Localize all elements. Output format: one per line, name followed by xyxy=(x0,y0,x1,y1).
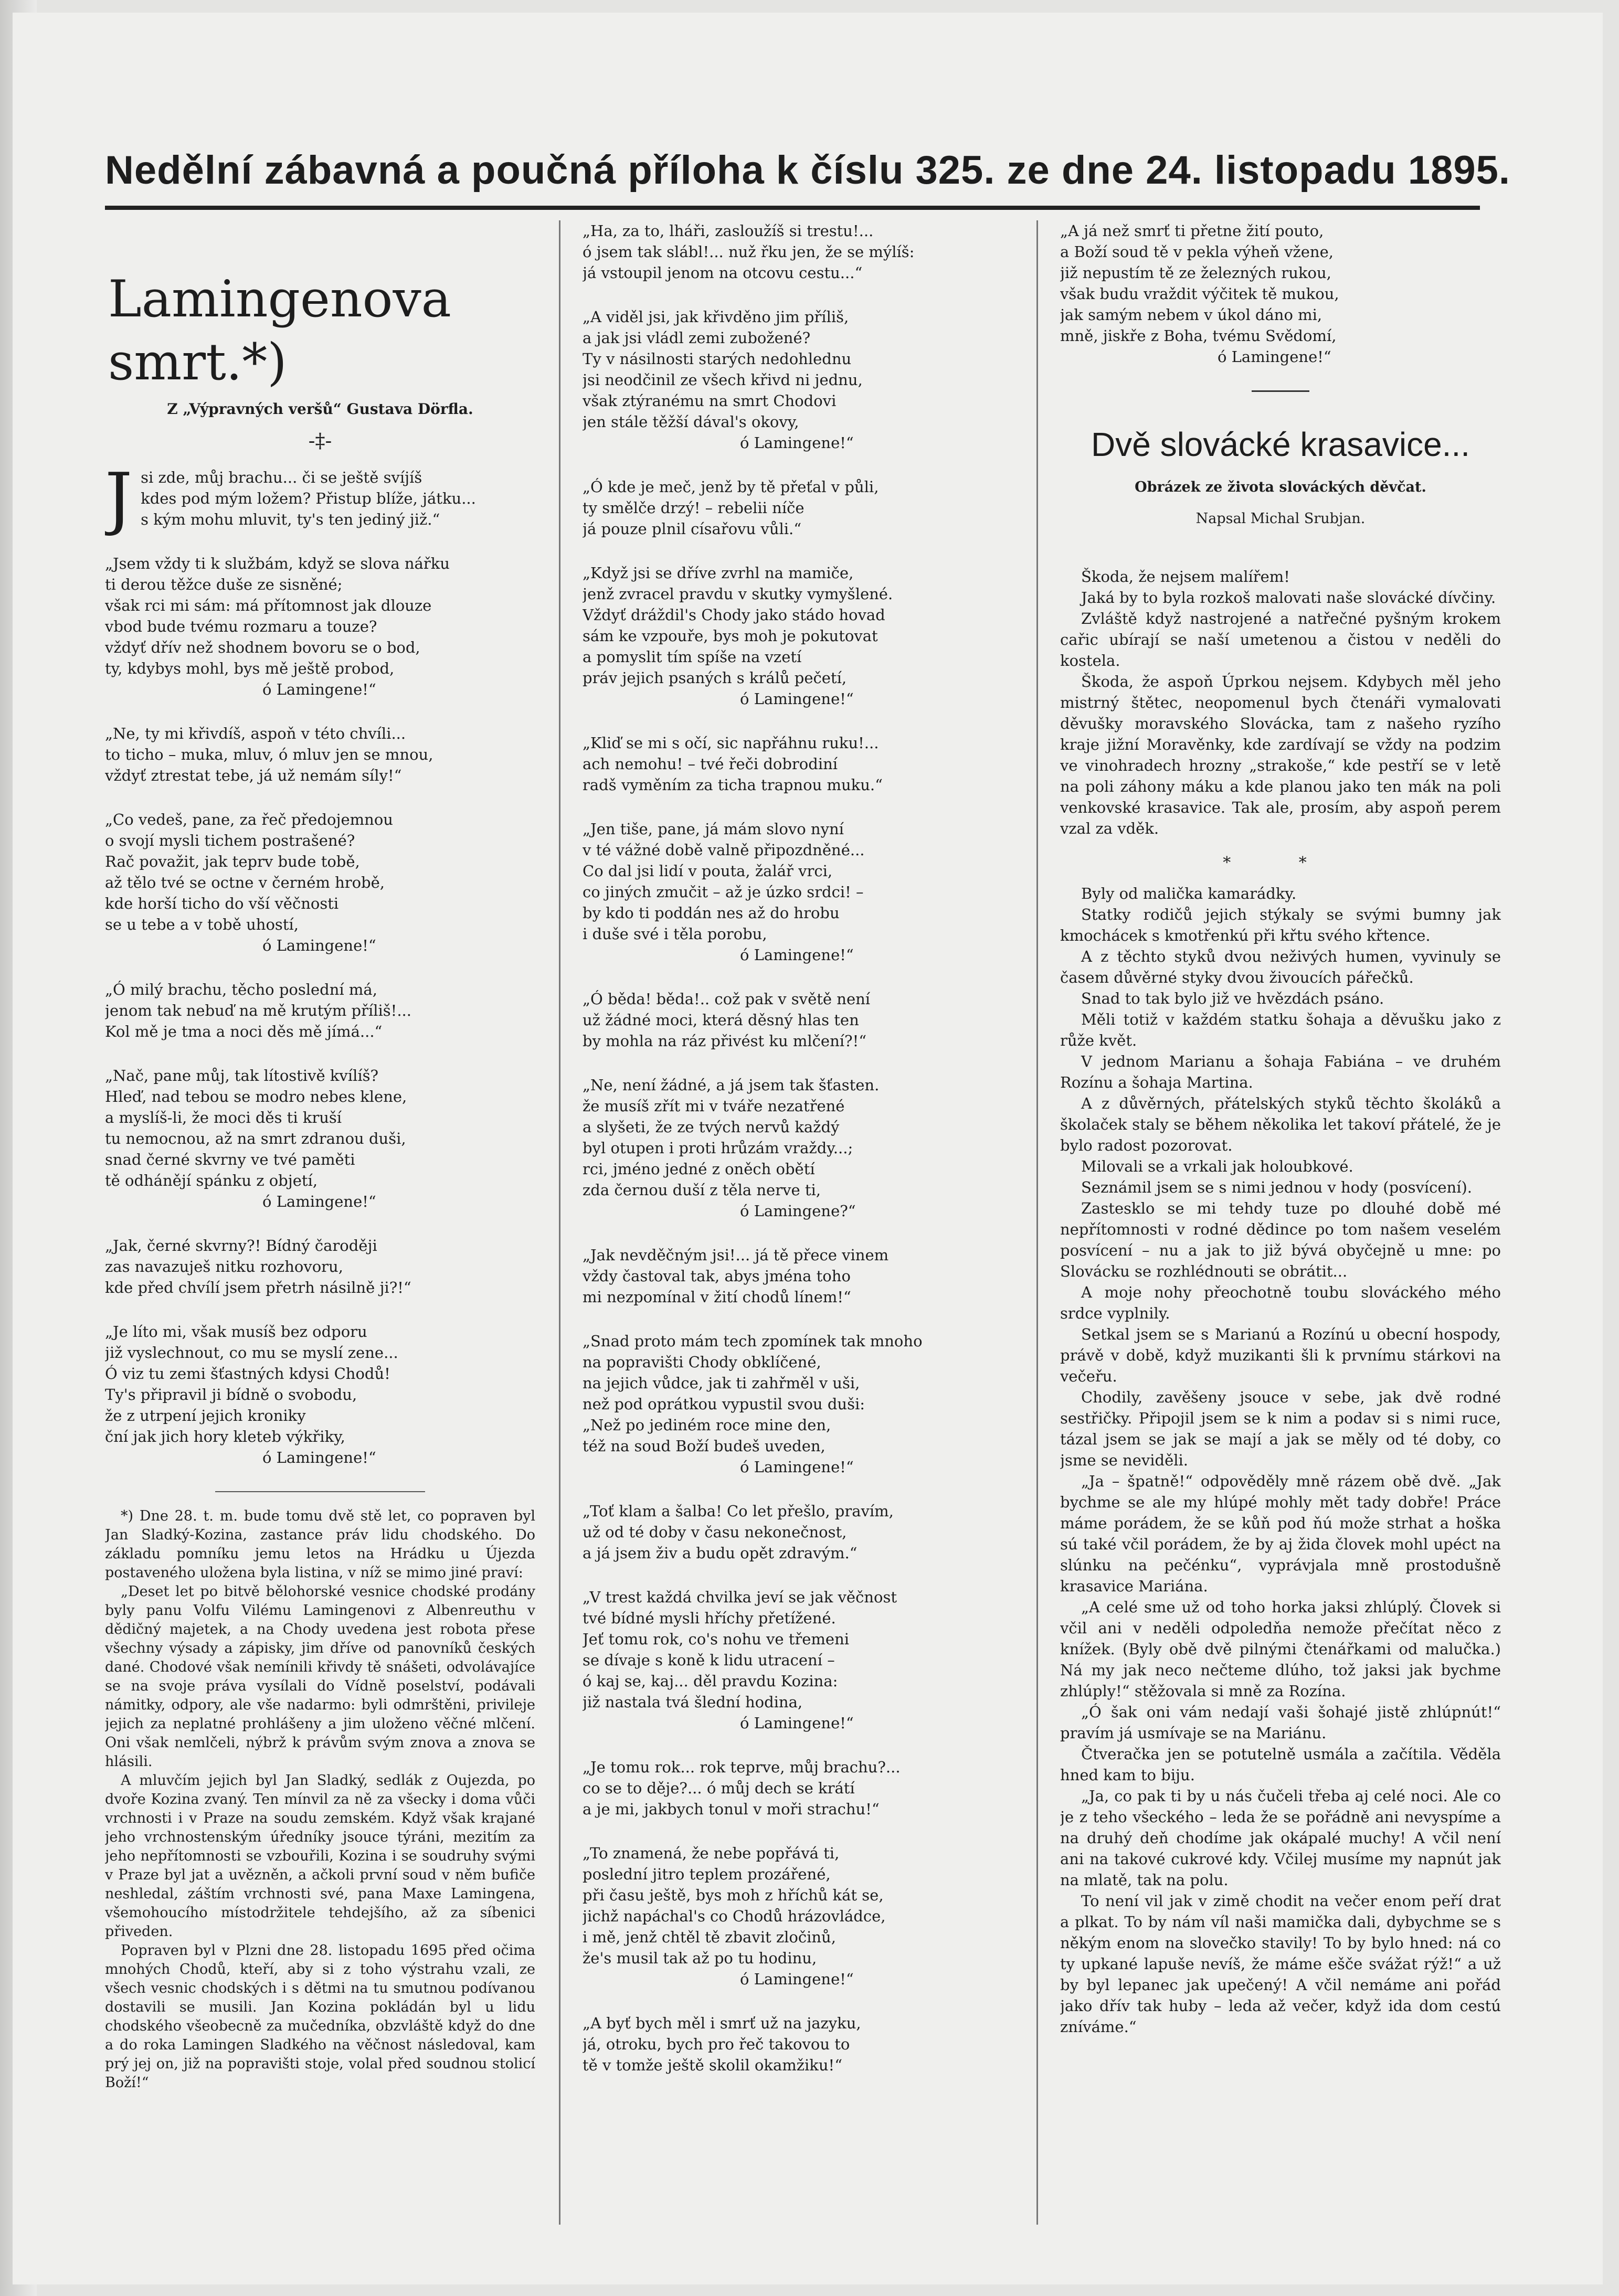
verse-line: jak samým nebem v úkol dáno mi, xyxy=(1060,306,1322,324)
story-paragraph: Milovali se a vrkali jak holoubkové. xyxy=(1081,1157,1353,1175)
story-paragraph: Setkal jsem se s Marianú a Rozínú u obecní hospody, právě v době, když muzikanti šli k prvnímu stárkovi na večeřu. xyxy=(1060,1325,1501,1385)
story-paragraph: To není vil jak v zimě chodit na večer enom peří drat a plkat. To by nám víl naši mamička dali, dybychme se s někým enom na slovečko stavily! To by bylo hned: ná co ty upkané lapuše nevíš, že máme ešče svážat rýž!“ a už by byl lepanec jak upečený! A včil nemáme ani pořád jako dřív tak huby – leda až večer, když ida dom cestú zníváme.“ xyxy=(1060,1892,1501,2036)
verse-line: „Kliď se mi s očí, sic napřáhnu ruku!... xyxy=(583,734,879,752)
verse-line: tu nemocnou, až na smrt zdranou duši, xyxy=(105,1130,406,1147)
stanza xyxy=(105,979,535,1042)
stanza xyxy=(583,819,1018,965)
verse-line: Vždyť dráždil's Chody jako stádo hovad xyxy=(583,606,885,624)
verse-line: poslední jitro teplem prozářené, xyxy=(583,1865,831,1883)
verse-line: snad černé skvrny ve tvé paměti xyxy=(105,1151,355,1168)
verse-line: já, otroku, bych pro řeč takovou to xyxy=(583,2035,850,2053)
verse-line: již nepustím tě ze železných rukou, xyxy=(1060,264,1331,282)
verse-line: „Než po jediném roce mine den, xyxy=(583,1416,831,1434)
verse-line: jichž napáchal's co Chodů hrázovládce, xyxy=(583,1907,886,1925)
verse-line: „Je líto mi, však musíš bez odporu xyxy=(105,1323,367,1341)
refrain-line: ó Lamingene!“ xyxy=(262,1449,376,1466)
story-paragraph: V jednom Marianu a šohaja Fabiána – ve druhém Rozínu a šohaja Martina. xyxy=(1060,1053,1501,1091)
story-paragraph: „Ó šak oni vám nedají vaši šohajé jistě zhlúpnút!“ pravím já usmívaje se na Mariánu. xyxy=(1060,1703,1501,1742)
stanza xyxy=(105,723,535,786)
story-paragraph: Chodily, zavěšeny jsouce v sebe, jak dvě rodné sestřičky. Připojil jsem se k nim a podav si s nimi ruce, tázal jsem se jak se mají a jak se měly od té doby, co jsme se neviděli. xyxy=(1060,1388,1501,1469)
stanza xyxy=(105,1235,535,1298)
verse-line: „Je tomu rok... rok teprve, můj brachu?... xyxy=(583,1758,901,1776)
verse-line: „Ha, za to, lháři, zasloužíš si trestu!... xyxy=(583,222,874,240)
stanza xyxy=(583,988,1018,1051)
verse-line: Rač považit, jak teprv bude tobě, xyxy=(105,853,360,870)
story-paragraph: Statky rodičů jejich stýkaly se svými bumny jak kmochácek s kmotřenkú při křtu svého křtence. xyxy=(1060,906,1501,944)
stanza xyxy=(583,732,1018,795)
verse-line: Ty's připravil ji bídně o svobodu, xyxy=(105,1386,357,1404)
verse-line: „Jak nevděčným jsi!... já tě přece vinem xyxy=(583,1246,889,1264)
story-paragraph: Škoda, že nejsem malířem! xyxy=(1081,568,1290,586)
verse-line: Hleď, nad tebou se modro nebes klene, xyxy=(105,1088,407,1106)
stanza xyxy=(583,562,1018,709)
verse-line: ti derou těžce duše ze sisněné; xyxy=(105,576,343,593)
verse-line: kde před chvílí jsem přetrh násilně ji?!“ xyxy=(105,1279,411,1296)
verse-line: Jeť tomu rok, co's nohu ve třemeni xyxy=(583,1630,850,1648)
verse-line: Ó viz tu zemi šťastných kdysi Chodů! xyxy=(105,1365,390,1383)
verse-line: „A viděl jsi, jak křivděno jim příliš, xyxy=(583,308,849,326)
verse-line: Ty v násilnosti starých nedohlednu xyxy=(583,350,852,368)
story-subtitle: Obrázek ze života slováckých děvčat. xyxy=(1135,479,1426,495)
story-title: Dvě slovácké krasavice... xyxy=(1091,426,1470,463)
footnote-paragraph: „Deset let po bitvě bělohorské vesnice chodské prodány byly panu Volfu Vilému Lamingenovi z Albenreuthu v dědičný majetek, a na Chody uvedena jest robota přese všechny výsady a zápisky, jim dříve od panovníků českých dané. Chodové však nemínili křivdy tě snášeti, odvolávajíce se na svoje práva vysílali do Vídně poselství, podávali námitky, odpory, ale vše nadarmo: byli odmrštěni, privileje jejich za neplatné prohlášeny a jim uloženo věčné mlčení. Oni však nemlčeli, nýbrž k právům svým znova a znova se hlásili. xyxy=(105,1583,535,1770)
poem-stanzas-col1 xyxy=(105,458,535,1468)
verse-line: zas navazuješ nitku rozhovoru, xyxy=(105,1258,343,1275)
stanza xyxy=(105,553,535,700)
verse-line: jenom tak nebuď na mě krutým příliš!... xyxy=(105,1002,411,1019)
column-1 xyxy=(105,220,535,2235)
verse-line: by mohla na ráz přivést ku mlčení?!“ xyxy=(583,1032,867,1050)
verse-line: „Ó kde je meč, jenž by tě přeťal v půli, xyxy=(583,478,879,496)
verse-line: ó kaj se, kaj... děl pravdu Kozina: xyxy=(583,1672,838,1690)
verse-line: s kým mohu mluvit, ty's ten jediný již.“ xyxy=(141,511,440,528)
footnote-separator xyxy=(215,1491,425,1492)
stanza xyxy=(583,1587,1018,1734)
ornament: -‡- xyxy=(308,429,332,452)
verse-line: i mě, jenž chtěl tě zbavit zločinů, xyxy=(583,1928,836,1946)
verse-line: tě odhánějí spánku z objetí, xyxy=(105,1172,318,1189)
masthead-rule xyxy=(105,206,1480,210)
verse-line: mně, jiskře z Boha, tvému Svědomí, xyxy=(1060,327,1337,345)
verse-line: „A byť bych měl i smrť už na jazyku, xyxy=(583,2014,861,2032)
verse-line: však ztýranému na smrt Chodovi xyxy=(583,392,837,410)
refrain-line: ó Lamingene!“ xyxy=(262,681,376,698)
verse-line: sám ke vzpouře, bys moh je pokutovat xyxy=(583,627,878,645)
verse-line: „V trest každá chvilka jeví se jak věčnost xyxy=(583,1588,897,1606)
verse-line: „Toť klam a šalba! Co let přešlo, pravím, xyxy=(583,1502,894,1520)
verse-line: už žádné moci, která děsný hlas ten xyxy=(583,1011,859,1029)
verse-line: „Ó běda! běda!.. což pak v světě není xyxy=(583,990,871,1008)
verse-line: už od té doby v času nekonečnost, xyxy=(583,1523,847,1541)
stanza xyxy=(583,220,1018,283)
verse-line: kde horší ticho do vší věčnosti xyxy=(105,895,339,912)
column-divider-1 xyxy=(559,220,560,2225)
verse-line: ty, kdybys mohl, bys mě ještě probod, xyxy=(105,660,395,677)
verse-line: než pod oprátkou vypustil svou duši: xyxy=(583,1395,865,1413)
verse-line: a je mi, jakbych tonul v moři strachu!“ xyxy=(583,1800,880,1818)
verse-line: však budu vraždit výčitek tě mukou, xyxy=(1060,285,1339,303)
verse-line: „Ne, ty mi křivdíš, aspoň v této chvíli... xyxy=(105,725,406,742)
verse-line: ó jsem tak slábl!... nuž řku jen, že se mýlíš: xyxy=(583,243,915,261)
verse-line: co jiných zmučit – až je úzko srdci! – xyxy=(583,883,864,901)
refrain-line: ó Lamingene!“ xyxy=(740,1714,854,1732)
verse-line: „Jsem vždy ti k službám, když se slova nářku xyxy=(105,555,450,572)
verse-line: si zde, můj brachu... či se ještě svíjíš xyxy=(141,469,422,486)
footnote xyxy=(105,1491,535,2092)
verse-line: na jejich vůdce, jak ti zahřměl v uši, xyxy=(583,1374,860,1392)
verse-line: ach nemohu! – tvé řeči dobrodiní xyxy=(583,755,838,773)
story-paragraph: Seznámil jsem se s nimi jednou v hody (posvícení). xyxy=(1081,1178,1473,1196)
verse-line: by kdo ti poddán nes až do hrobu xyxy=(583,904,840,922)
verse-line: též na soud Boží budeš uveden, xyxy=(583,1437,826,1455)
verse-line: však rci mi sám: má přítomnost jak dlouze xyxy=(105,597,432,614)
story-paragraph: A z těchto styků dvou neživých humen, vyvinuly se časem důvěrné styky dvou živoucích pářečků. xyxy=(1060,948,1501,986)
stanza xyxy=(583,306,1018,453)
stanza xyxy=(105,809,535,956)
verse-line: na popravišti Chody obklíčené, xyxy=(583,1353,821,1371)
story-paragraph: Snad to tak bylo již ve hvězdách psáno. xyxy=(1081,990,1384,1007)
verse-line: „Jak, černé skvrny?! Bídný čaroději xyxy=(105,1237,377,1255)
verse-line: jsi neodčinil ze všech křivd ni jednu, xyxy=(583,371,863,389)
verse-line: rci, jméno jedné z oněch obětí xyxy=(583,1160,815,1178)
masthead: Nedělní zábavná a poučná příloha k číslu 325. ze dne 24. listopadu 1895. xyxy=(105,148,1511,193)
refrain-line: ó Lamingene!“ xyxy=(740,1458,854,1476)
verse-line: i duše své i těla porobu, xyxy=(583,925,767,943)
verse-line: ty smělče drzý! – rebelii níče xyxy=(583,499,805,517)
verse-line: a pomyslit tím spíše na vzetí xyxy=(583,648,802,666)
refrain-line: ó Lamingene!“ xyxy=(740,690,854,708)
stanza xyxy=(105,458,535,538)
story-author: Napsal Michal Srubjan. xyxy=(1195,511,1366,527)
verse-line: a slyšeti, že ze tvých nervů každý xyxy=(583,1118,840,1136)
verse-line: již vyslechnout, co mu se myslí zene... xyxy=(105,1344,398,1362)
verse-line: „Ó milý brachu, těcho poslední má, xyxy=(105,981,377,998)
column-divider-2 xyxy=(1036,220,1038,2225)
verse-line: já pouze plnil císařovu vůli.“ xyxy=(583,520,802,538)
story-paragraph: A z důvěrných, přátelských styků těchto školáků a školaček staly se během několika let takoví přátelé, že je bylo radost pozorovat. xyxy=(1060,1094,1501,1154)
verse-line: až tělo tvé se octne v černém hrobě, xyxy=(105,874,385,891)
verse-line: „Snad proto mám tech zpomínek tak mnoho xyxy=(583,1332,923,1350)
verse-line: o svojí mysli tichem postrašené? xyxy=(105,832,355,849)
verse-line: že z utrpení jejich kroniky xyxy=(105,1407,306,1425)
verse-line: Kol mě je tma a noci děs mě jímá...“ xyxy=(105,1023,383,1040)
verse-line: „Když jsi se dříve zvrhl na mamiče, xyxy=(583,564,854,582)
verse-line: byl otupen i proti hrůzám vraždy...; xyxy=(583,1139,853,1157)
story-paragraph: Jaká by to byla rozkoš malovati naše slovácké dívčiny. xyxy=(1081,589,1496,607)
stanza xyxy=(583,2013,1018,2076)
verse-line: Co dal jsi lidí v pouta, žalář vrci, xyxy=(583,862,833,880)
column-2 xyxy=(583,220,1018,2235)
verse-line: „A já než smrť ti přetne žití pouto, xyxy=(1060,222,1324,240)
footnote-paragraph: Popraven byl v Plzni dne 28. listopadu 1695 před očima mnohých Chodů, kteří, aby si z toho výstrahu vzali, ze všech vesnic chodských i s dětmi na tu smutnou podívanou dostavili se musili. Jan Kozina pokládán byl u lidu chodského všeobecně za mučedníka, obzvláště když do dne a do roka Lamingen Sladkého na věčnost následoval, kam prý jej on, již na popravišti stoje, volal před soudnou stolicí Boží!“ xyxy=(105,1942,535,2091)
verse-line: ční jak jich hory kleteb výkřiky, xyxy=(105,1428,345,1445)
verse-line: a myslíš-li, že moci děs ti kruší xyxy=(105,1109,342,1126)
section-mark: * * xyxy=(1223,854,1338,872)
story-paragraph: Zastesklo se mi tehdy tuze po dlouhé době mé nepřítomnosti v rodné dědince po tom našem veselém posvícení – nu a jak to již bývá obyčejně u mne: po Slovácku se rozhlédnouti se obrátit... xyxy=(1060,1199,1501,1280)
poem-stanzas-col2 xyxy=(583,220,1018,2076)
footnote-paragraph: *) Dne 28. t. m. bude tomu dvě stě let, co popraven byl Jan Sladký-Kozina, zastance práv lidu chodského. Do základu pomníku jemu letos na Hrádku u Újezda postaveného uložena byla listina, v níž se mimo jiné praví: xyxy=(105,1508,535,1581)
poem-subtitle: Z „Výpravných veršů“ Gustava Dörfla. xyxy=(167,400,473,418)
stanza xyxy=(105,1321,535,1468)
verse-line: zda černou duší z těla nerve ti, xyxy=(583,1181,821,1199)
verse-line: se u tebe a v tobě uhostí, xyxy=(105,916,299,933)
story-paragraph: „Ja, co pak ti by u nás čučeli třeba aj celé noci. Ale co je z teho všeckého – leda že se pořádně ani nevyspíme a na druhý deň chodíme jak okápalé muchy! A včil není ani na takové cukrové kdy. Včilej musíme my napnút jak na mlatě, tak na polu. xyxy=(1060,1787,1501,1889)
verse-line: „To znamená, že nebe popřává ti, xyxy=(583,1844,840,1862)
verse-line: radš vyměním za ticha trapnou muku.“ xyxy=(583,776,883,794)
story-paragraph: Byly od malička kamarádky. xyxy=(1081,885,1297,902)
verse-line: jenž zvracel pravdu v skutky vymyšlené. xyxy=(583,585,893,603)
section-rule xyxy=(1252,390,1309,392)
refrain-line: ó Lamingene?“ xyxy=(740,1202,856,1220)
refrain-line: ó Lamingene!“ xyxy=(740,1970,854,1988)
verse-line: již nastala tvá šlední hodina, xyxy=(583,1693,803,1711)
column-3 xyxy=(1060,220,1501,2235)
stanza xyxy=(583,1075,1018,1221)
verse-line: že musíš zřít mi v tváře nezatřené xyxy=(583,1097,845,1115)
verse-line: vbod bude tvému rozmaru a touze? xyxy=(105,618,377,635)
verse-line: „Jen tiše, pane, já mám slovo nyní xyxy=(583,820,844,838)
footnote-paragraph: A mluvčím jejich byl Jan Sladký, sedlák z Oujezda, po dvoře Kozina zvaný. Ten mínvil za ně za všecky i doma vůči vrchnosti i v Praze na soudu zemském. Když však krajané jeho vrchnostenským úředníky jsouce týráni, mezitím za jeho nepřítomnosti se vzbouřili, Kozina i se soudruhy svými v Praze byl jat a uvězněn, a ačkoli první soud v něm bufiče neshledal, záštím vrchnosti své, pana Maxe Lamingena, všemohoucího místodržitele tehdejšího, až za síbenici přiveden. xyxy=(105,1772,535,1940)
verse-line: se dívaje s koně k lidu utracení – xyxy=(583,1651,835,1669)
story-paragraph: Měli totiž v každém statku šohaja a děvušku jako z růže květ. xyxy=(1060,1011,1501,1049)
stanza xyxy=(583,1245,1018,1308)
verse-line: tě v tomže ještě skolil okamžiku!“ xyxy=(583,2056,843,2074)
stanza xyxy=(583,1501,1018,1564)
verse-line: a já jsem živ a budu opět zdravým.“ xyxy=(583,1544,858,1562)
poem-stanzas-col3 xyxy=(1060,220,1501,367)
stanza xyxy=(583,476,1018,539)
verse-line: při času ještě, bys moh z hříchů kát se, xyxy=(583,1886,884,1904)
refrain-line: ó Lamingene!“ xyxy=(262,937,376,954)
verse-line: a jak jsi vládl zemi zubožené? xyxy=(583,329,811,347)
verse-line: kdes pod mým ložem? Přistup blíže, játku... xyxy=(141,490,476,507)
story-paragraph: Zvláště když nastrojené a natřečné pyšným krokem cařic ubírají se naší umetenou a čistou v neděli do kostela. xyxy=(1060,610,1501,669)
verse-line: já vstoupil jenom na otcovu cestu...“ xyxy=(583,264,863,282)
verse-line: tvé bídné mysli hříchy přetížené. xyxy=(583,1609,836,1627)
verse-line: „Nač, pane můj, tak lítostivě kvílíš? xyxy=(105,1067,379,1085)
stanza xyxy=(1060,220,1501,367)
refrain-line: ó Lamingene!“ xyxy=(740,434,854,452)
verse-line: že's musil tak až po tu hodinu, xyxy=(583,1949,817,1967)
verse-line: jen stále těžší dával's okovy, xyxy=(583,413,799,431)
poem-title: Lamingenova smrt.*) xyxy=(108,270,451,391)
verse-line: co se to děje?... ó můj dech se krátí xyxy=(583,1779,855,1797)
story-text-part-1 xyxy=(1060,566,1501,839)
drop-cap: J xyxy=(105,458,133,538)
refrain-line: ó Lamingene!“ xyxy=(740,946,854,964)
story-paragraph: „A celé sme už od toho horka jaksi zhlúplý. Človek si včil ani v neděli odpoledňa nemože přečítat něco z knížek. (Byly obě dvě pilnými čtenářkami od malučka.) Ná my jak neco nečteme dlúho, tož jaksi jak bychme zhlúply!“ stěžovala si mně za Rozína. xyxy=(1060,1598,1501,1700)
stanza xyxy=(105,1065,535,1212)
verse-line: „Co vedeš, pane, za řeč předojemnou xyxy=(105,811,393,828)
stanza xyxy=(583,1757,1018,1820)
verse-line: v té vážné době valně připozdněné... xyxy=(583,841,865,859)
verse-line: vždyť ztrestat tebe, já už nemám síly!“ xyxy=(105,767,402,784)
refrain-line: ó Lamingene!“ xyxy=(262,1193,376,1210)
stanza xyxy=(583,1331,1018,1477)
story-text-part-2 xyxy=(1060,883,1501,2037)
verse-line: vždyť dřív než shodnem bovoru se o bod, xyxy=(105,639,420,656)
verse-line: to ticho – muka, mluv, ó mluv jen se mnou, xyxy=(105,746,433,763)
verse-line: „Ne, není žádné, a já jsem tak šťasten. xyxy=(583,1076,880,1094)
story-paragraph: A moje nohy přeochotně toubu slováckého mého srdce vyplnily. xyxy=(1060,1283,1501,1322)
story-paragraph: Čtveračka jen se potutelně usmála a začítila. Věděla hned kam to biju. xyxy=(1060,1745,1501,1784)
stanza xyxy=(583,1843,1018,1990)
refrain-line: ó Lamingene!“ xyxy=(1218,348,1331,366)
verse-line: mi nezpomínal v žití chodů línem!“ xyxy=(583,1288,851,1306)
verse-line: a Boží soud tě v pekla výheň vžene, xyxy=(1060,243,1334,261)
story-paragraph: Škoda, že aspoň Úprkou nejsem. Kdybych měl jeho mistrný štětec, neopomenul bych čtenáři vymalovati děvušky moravského Slovácka, tam z našeho ryzího kraje jižní Moravěnky, kde zardívají se vždy na podzim ve vinohradech hrozny „strakoše,“ kde pestří se v letě na poli záhony máku a kde planou jako ten mák na poli venkovské krasavice. Tak ale, prosím, aby aspoň perem vzal za vděk. xyxy=(1060,673,1501,837)
verse-line: vždy častoval tak, abys jména toho xyxy=(583,1267,851,1285)
verse-line: práv jejich psaných s králů pečetí, xyxy=(583,669,847,687)
story-paragraph: „Ja – špatně!“ odpověděly mně rázem obě dvě. „Jak bychme se ale my hlúpé mohly mět tady dobře! Práce máme porádem, že se kůň pod ňú može strhat a hoška sú také včil porádem, že by aj žida človek mohl upéct na slúnku na pečénku“, vyprávjala mně prostodušně krasavice Mariána. xyxy=(1060,1472,1501,1595)
